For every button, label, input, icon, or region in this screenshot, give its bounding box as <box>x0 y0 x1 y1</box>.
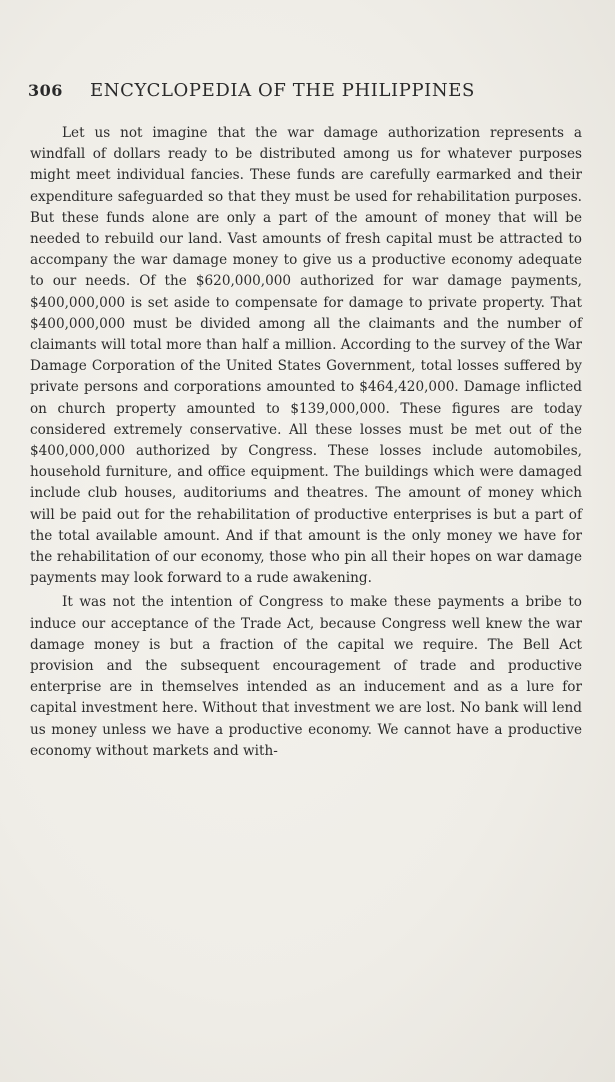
body-text <box>30 123 582 762</box>
paragraph-1: Let us not imagine that the war damage authorization represents a windfall of dollars ready to be distributed among us for whatever purposes might meet individual fancies. These funds are carefully earmarked and their expenditure safeguarded so that they must be used for rehabilitation purposes. But these funds alone are only a part of the amount of money that will be needed to rebuild our land. Vast amounts of fresh capital must be attracted to accompany the war damage money to give us a productive economy adequate to our needs. Of the $620,000,000 authorized for war damage payments, $400,000,000 is set aside to compensate for damage to private property. That $400,000,000 must be divided among all the claimants and the number of claimants will total more than half a million. According to the survey of the War Damage Corporation of the United States Government, total losses suffered by private persons and corporations amounted to $464,420,000. Damage inflicted on church property amounted to $139,000,000. These figures are today considered extremely conservative. All these losses must be met out of the $400,000,000 authorized by Congress. These losses include automobiles, household furniture, and office equipment. The buildings which were damaged include club houses, auditoriums and theatres. The amount of money which will be paid out for the rehabilitation of productive enterprises is but a part of the total available amount. And if that amount is the only money we have for the rehabilitation of our economy, those who pin all their hopes on war damage payments may look forward to a rude awakening. <box>30 125 582 587</box>
paragraph-2: It was not the intention of Congress to make these payments a bribe to induce our acceptance of the Trade Act, because Congress well knew the war damage money is but a fraction of the capital we require. The Bell Act provision and the subsequent encouragement of trade and productive enterprise are in themselves intended as an inducement and as a lure for capital investment here. Without that investment we are lost. No bank will lend us money unless we have a productive economy. We cannot have a productive economy without markets and with- <box>30 594 582 759</box>
page-header <box>28 80 588 101</box>
running-head: ENCYCLOPEDIA OF THE PHILIPPINES <box>90 80 475 101</box>
page-number: 306 <box>28 81 63 100</box>
